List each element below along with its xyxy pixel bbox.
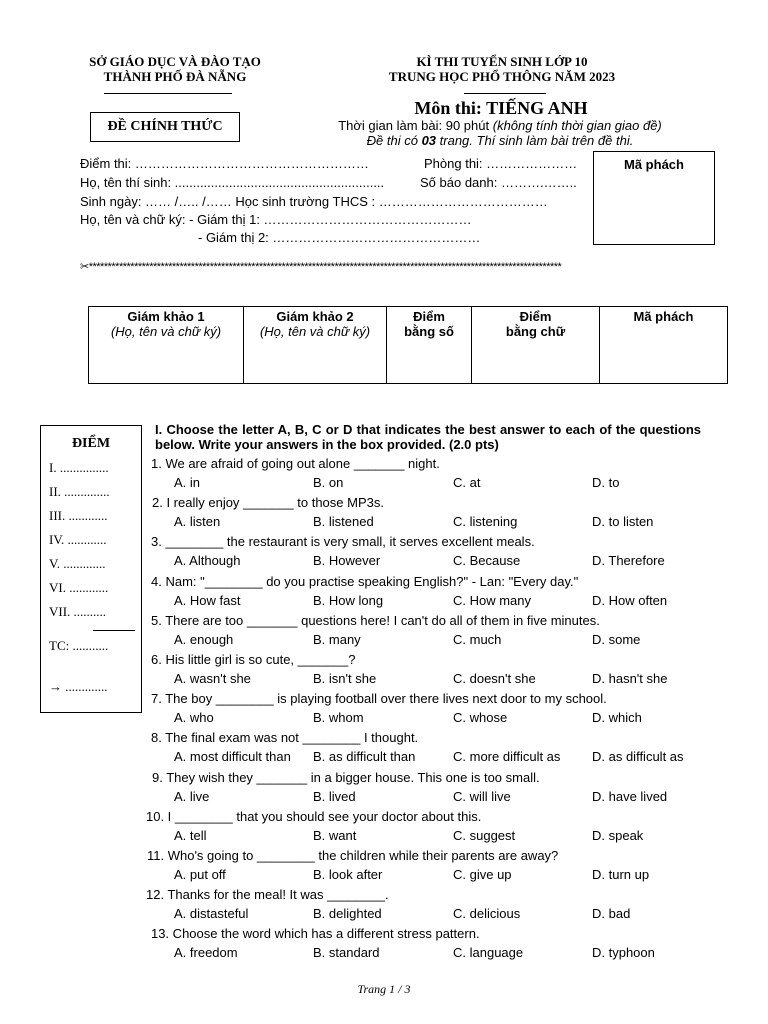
cut-line: ✂***************************************************************************************************************************** [80, 261, 562, 273]
phong-thi-field[interactable]: Phòng thi: ………………… [424, 156, 578, 171]
question-2: 2. I really enjoy _______ to those MP3s. [152, 495, 384, 510]
question-12: 12. Thanks for the meal! It was ________. [146, 887, 389, 902]
score-row-3[interactable]: III. ............ [49, 508, 108, 523]
score-row-7[interactable]: VII. .......... [49, 604, 107, 619]
pages-count: 03 [421, 133, 437, 148]
question-13-option-a[interactable]: A. freedom [174, 945, 238, 960]
ma-phach-cell[interactable] [600, 307, 728, 384]
score-total-rule [93, 630, 135, 631]
question-6-option-a[interactable]: A. wasn't she [174, 671, 251, 686]
sinh-ngay-field[interactable]: Sinh ngày: …… /….. /…… Học sinh trường THCS : ………………………………… [80, 194, 548, 209]
pages-line [320, 133, 680, 148]
score-box-title: ĐIỂM [71, 436, 111, 451]
question-8-option-a[interactable]: A. most difficult than [174, 749, 291, 764]
score-row-converted[interactable]: → ............. [49, 679, 108, 694]
grader-1-sub: (Họ, tên và chữ ký) [110, 324, 222, 339]
grading-table [88, 306, 728, 384]
page-footer: Trang 1 / 3 [357, 982, 411, 996]
question-8-option-b[interactable]: B. as difficult than [313, 749, 416, 764]
question-2-option-b[interactable]: B. listened [313, 514, 374, 529]
question-8-option-c[interactable]: C. more difficult as [453, 749, 561, 764]
question-5-option-b[interactable]: B. many [313, 632, 361, 647]
score-row-5[interactable]: V. ............. [49, 556, 106, 571]
question-1-option-a[interactable]: A. in [174, 475, 201, 490]
question-13-option-b[interactable]: B. standard [313, 945, 380, 960]
question-4-option-a[interactable]: A. How fast [174, 593, 241, 608]
subject-title: Môn thi: TIẾNG ANH [414, 98, 588, 118]
pages-c: trang. Thí sinh làm bài trên đề thi. [436, 133, 634, 148]
question-9-option-d[interactable]: D. have lived [592, 789, 668, 804]
question-6-option-d[interactable]: D. hasn't she [592, 671, 668, 686]
question-3-option-b[interactable]: B. However [313, 553, 381, 568]
question-5-option-d[interactable]: D. some [592, 632, 641, 647]
exam-line-2: TRUNG HỌC PHỔ THÔNG NĂM 2023 [388, 69, 616, 84]
so-bao-danh-field[interactable]: Số báo danh: ……….…….. [420, 175, 577, 190]
question-5-option-a[interactable]: A. enough [174, 632, 234, 647]
official-label: ĐỀ CHÍNH THỨC [107, 119, 223, 134]
question-9-option-a[interactable]: A. live [174, 789, 210, 804]
question-9-option-b[interactable]: B. lived [313, 789, 356, 804]
question-4-option-b[interactable]: B. How long [313, 593, 384, 608]
question-2-option-c[interactable]: C. listening [453, 514, 518, 529]
question-12-option-a[interactable]: A. distasteful [174, 906, 249, 921]
question-12-option-b[interactable]: B. delighted [313, 906, 382, 921]
question-1-option-c[interactable]: C. at [453, 475, 481, 490]
question-5-option-c[interactable]: C. much [453, 632, 502, 647]
giam-thi-2-field[interactable]: - Giám thị 2: ………………………………………… [198, 230, 481, 245]
question-6: 6. His little girl is so cute, _______? [151, 652, 356, 667]
score-number-label-1: Điểm [413, 309, 445, 324]
question-12-option-d[interactable]: D. bad [592, 906, 631, 921]
question-3-option-c[interactable]: C. Because [453, 553, 521, 568]
score-row-4[interactable]: IV. ............ [49, 532, 107, 547]
header-left-rule [104, 93, 232, 94]
question-7: 7. The boy ________ is playing football over there lives next door to my school. [151, 691, 607, 706]
question-9: 9. They wish they _______ in a bigger house. This one is too small. [152, 770, 540, 785]
grader-2-sub: (Họ, tên và chữ ký) [259, 324, 371, 339]
question-10-option-a[interactable]: A. tell [174, 828, 207, 843]
question-1: 1. We are afraid of going out alone _______ night. [151, 456, 440, 471]
question-8-option-d[interactable]: D. as difficult as [592, 749, 684, 764]
question-13: 13. Choose the word which has a different stress pattern. [151, 926, 480, 941]
question-10-option-c[interactable]: C. suggest [453, 828, 516, 843]
score-words-cell[interactable] [472, 307, 600, 384]
question-4-option-d[interactable]: D. How often [592, 593, 668, 608]
grader-1-label: Giám khảo 1 [127, 309, 205, 324]
question-9-option-c[interactable]: C. will live [453, 789, 511, 804]
giam-thi-1-field[interactable]: Họ, tên và chữ ký: - Giám thị 1: ………………………………………… [80, 212, 472, 227]
question-4-option-c[interactable]: C. How many [453, 593, 532, 608]
question-13-option-c[interactable]: C. language [453, 945, 524, 960]
exam-header [362, 54, 642, 84]
question-6-option-c[interactable]: C. doesn't she [453, 671, 536, 686]
question-11-option-d[interactable]: D. turn up [592, 867, 650, 882]
question-2-option-a[interactable]: A. listen [174, 514, 221, 529]
question-2-option-d[interactable]: D. to listen [592, 514, 654, 529]
pages-a: Đề thi có [366, 133, 422, 148]
score-words-label-1: Điểm [519, 309, 552, 324]
question-1-option-d[interactable]: D. to [592, 475, 620, 490]
section-1-title: I. Choose the letter A, B, C or D that indicates the best answer to each of the questions below. Write your answers in the box provided. (2.0 pts) [155, 422, 701, 452]
question-3-option-d[interactable]: D. Therefore [592, 553, 665, 568]
question-3: 3. ________ the restaurant is very small, it serves excellent meals. [151, 534, 535, 549]
ma-phach-box [593, 151, 715, 245]
ma-phach-label: Mã phách [624, 157, 684, 172]
question-1-option-b[interactable]: B. on [313, 475, 344, 490]
score-number-label-2: bằng số [404, 324, 454, 339]
question-10-option-d[interactable]: D. speak [592, 828, 644, 843]
question-7-option-c[interactable]: C. whose [453, 710, 508, 725]
question-10: 10. I ________ that you should see your doctor about this. [146, 809, 482, 824]
time-line [320, 118, 680, 133]
question-11-option-b[interactable]: B. look after [313, 867, 383, 882]
department-line-1: SỞ GIÁO DỤC VÀ ĐÀO TẠO [89, 54, 261, 69]
score-words-label-2: bằng chữ [505, 324, 566, 339]
question-12-option-c[interactable]: C. delicious [453, 906, 521, 921]
question-8: 8. The final exam was not ________ I thought. [151, 730, 419, 745]
question-10-option-b[interactable]: B. want [313, 828, 357, 843]
score-box [40, 425, 142, 713]
question-11-option-c[interactable]: C. give up [453, 867, 512, 882]
question-6-option-b[interactable]: B. isn't she [313, 671, 377, 686]
question-4: 4. Nam: "________ do you practise speaking English?" - Lan: "Every day." [151, 574, 579, 589]
grader-1-cell[interactable] [89, 307, 244, 384]
grader-2-label: Giám khảo 2 [276, 309, 354, 324]
question-11: 11. Who's going to ________ the children while their parents are away? [147, 848, 559, 863]
score-number-cell[interactable] [387, 307, 472, 384]
question-11-option-a[interactable]: A. put off [174, 867, 226, 882]
header-right-rule [464, 93, 546, 94]
ma-phach-table-label: Mã phách [633, 309, 694, 324]
score-row-2[interactable]: II. .............. [49, 484, 110, 499]
score-row-total[interactable]: TC: ........... [49, 638, 109, 653]
department-line-2: THÀNH PHỐ ĐÀ NẴNG [103, 69, 247, 84]
diem-thi-field[interactable]: Điểm thi: ……………………………………………… [80, 156, 369, 171]
question-7-option-b[interactable]: B. whom [313, 710, 364, 725]
time-note: (không tính thời gian giao đề) [492, 118, 662, 133]
exam-line-1: KÌ THI TUYỂN SINH LỚP 10 [416, 54, 588, 69]
ho-ten-field[interactable]: Họ, tên thí sinh: .......................................................... [80, 175, 385, 190]
question-5: 5. There are too _______ questions here! I can't do all of them in five minutes. [151, 613, 600, 628]
score-row-6[interactable]: VI. ............ [49, 580, 109, 595]
official-exam-box [90, 112, 240, 142]
department-header [60, 54, 290, 84]
time-prefix: Thời gian làm bài: 90 phút [338, 118, 493, 133]
question-3-option-a[interactable]: A. Although [174, 553, 241, 568]
score-row-1[interactable]: I. ............... [49, 460, 109, 475]
grader-2-cell[interactable] [244, 307, 387, 384]
question-7-option-d[interactable]: D. which [592, 710, 642, 725]
question-13-option-d[interactable]: D. typhoon [592, 945, 655, 960]
question-7-option-a[interactable]: A. who [174, 710, 214, 725]
